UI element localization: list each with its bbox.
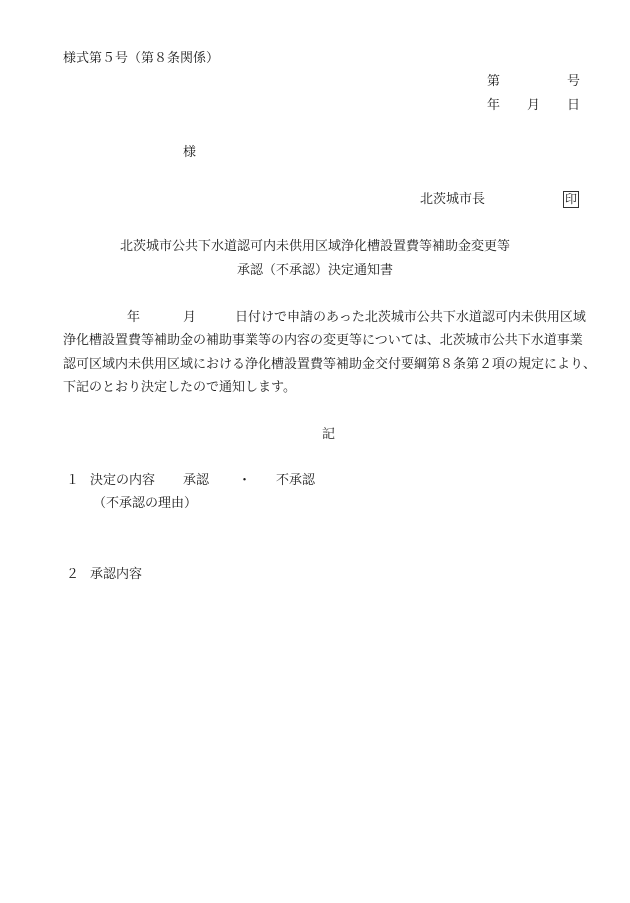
option-reject: 不承認 [276, 473, 316, 488]
item1-label: 決定の内容 [90, 473, 156, 488]
body-date-year: 年 [127, 310, 141, 325]
doc-number-suffix: 号 [567, 74, 581, 89]
body-line2: 浄化槽設置費等補助金の補助事業等の内容の変更等については、北茨城市公共下水道事業 [63, 333, 583, 348]
doc-number-prefix: 第 [487, 74, 501, 89]
document-title-line1: 北茨城市公共下水道認可内未供用区域浄化槽設置費等補助金変更等 [119, 239, 510, 254]
item1-number: １ [66, 473, 80, 488]
body-line1: 日付けで申請のあった北茨城市公共下水道認可内未供用区域 [235, 310, 586, 325]
item2-label: 承認内容 [90, 567, 143, 582]
document-title-line2: 承認（不承認）決定通知書 [236, 263, 393, 278]
item2-number: ２ [66, 567, 80, 582]
option-separator: ・ [238, 473, 252, 488]
seal-mark: 印 [564, 192, 577, 206]
date-month: 月 [527, 98, 541, 113]
body-line3: 認可区域内未供用区域における浄化槽設置費等補助金交付要綱第８条第２項の規定により、 [63, 357, 597, 372]
item1-sub-label: （不承認の理由） [93, 496, 198, 511]
date-year: 年 [487, 98, 501, 113]
body-line4: 下記のとおり決定したので通知します。 [63, 380, 296, 395]
issuer-seal [563, 191, 579, 208]
body-date-month: 月 [183, 310, 197, 325]
form-label: 様式第５号（第８条関係） [63, 51, 220, 66]
option-approve: 承認 [183, 473, 210, 488]
date-day: 日 [567, 98, 581, 113]
addressee-suffix: 様 [183, 145, 197, 160]
ki-heading: 記 [322, 427, 336, 442]
issuer-title: 北茨城市長 [420, 192, 486, 207]
